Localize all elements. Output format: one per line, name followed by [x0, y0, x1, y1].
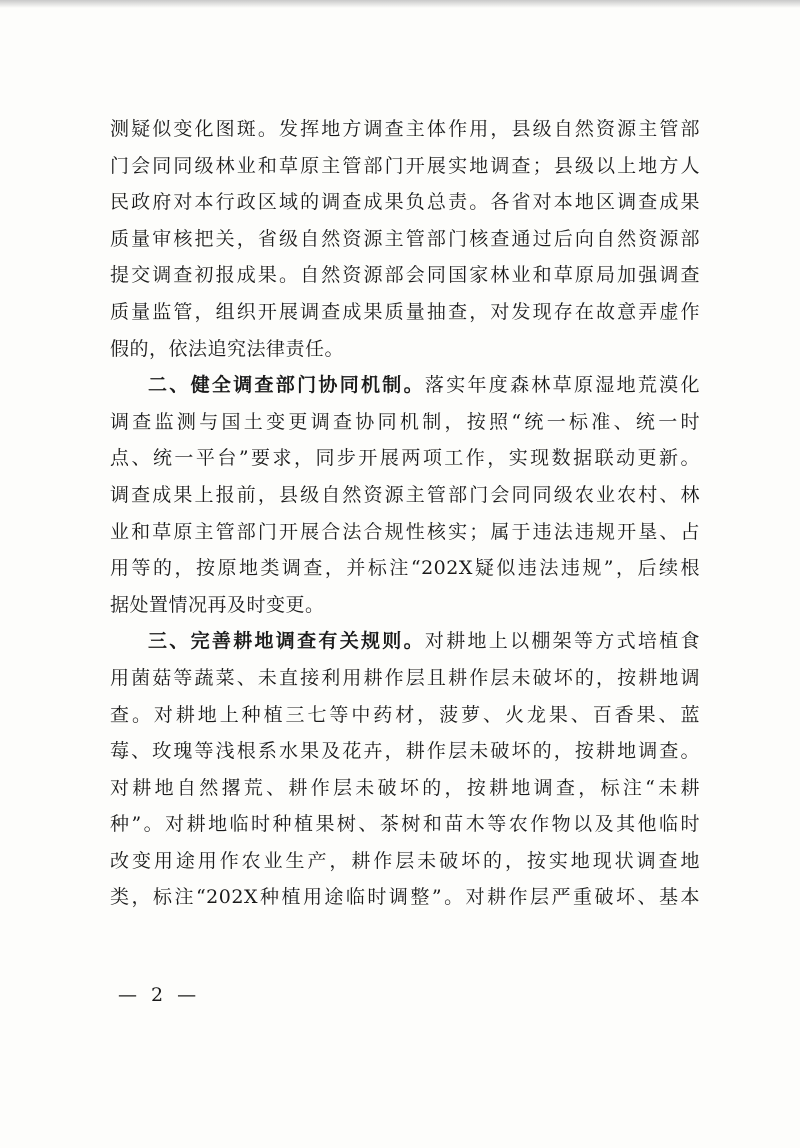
text-line: 门会同同级林业和草原主管部门开展实地调查；县级以上地方人	[110, 154, 700, 177]
text-line: 据处置情况再及时变更。	[110, 593, 325, 616]
text-line: 莓、玫瑰等浅根系水果及花卉，耕作层未破坏的，按耕地调查。	[110, 740, 700, 763]
text-line: 用菌菇等蔬菜、未直接利用耕作层且耕作层未破坏的，按耕地调	[110, 666, 700, 689]
text-line	[110, 367, 700, 404]
text-line	[110, 623, 700, 660]
text-line: 调查成果上报前，县级自然资源主管部门会同同级农业农村、林	[110, 483, 700, 506]
paragraph-3	[110, 623, 700, 916]
text-line: 改变用途用作农业生产，耕作层未破坏的，按实地现状调查地	[110, 849, 700, 872]
text-line: 质量监管，组织开展调查成果质量抽查，对发现存在故意弄虚作	[110, 300, 700, 323]
text-span: 对耕地上以棚架等方式培植食	[424, 630, 700, 653]
text-line: 用等的，按原地类调查，并标注“202X疑似违法违规”，后续根	[110, 557, 700, 580]
text-line: 类，标注“202X种植用途临时调整”。对耕作层严重破坏、基本	[110, 886, 700, 909]
scan-top-edge	[0, 0, 800, 8]
text-line: 点、统一平台”要求，同步开展两项工作，实现数据联动更新。	[110, 447, 700, 470]
text-span: 落实年度森林草原湿地荒漠化	[424, 374, 700, 397]
section-heading: 三、完善耕地调查有关规则。	[148, 630, 425, 653]
paragraph-1	[110, 111, 700, 367]
text-line: 查。对耕地上种植三七等中药材，菠萝、火龙果、百香果、蓝	[110, 703, 700, 726]
text-line: 业和草原主管部门开展合法合规性核实；属于违法违规开垦、占	[110, 520, 700, 543]
document-body	[110, 111, 700, 916]
section-heading: 二、健全调查部门协同机制。	[148, 374, 425, 397]
text-line: 种”。对耕地临时种植果树、茶树和苗木等农作物以及其他临时	[110, 813, 700, 836]
text-line: 提交调查初报成果。自然资源部会同国家林业和草原局加强调查	[110, 264, 700, 287]
text-line: 测疑似变化图斑。发挥地方调查主体作用，县级自然资源主管部	[110, 118, 700, 140]
page-number: — 2 —	[118, 984, 201, 1006]
text-line: 调查监测与国土变更调查协同机制，按照“统一标准、统一时	[110, 410, 700, 433]
paragraph-2	[110, 367, 700, 623]
text-line: 假的，依法追究法律责任。	[110, 337, 345, 360]
text-line: 质量审核把关，省级自然资源主管部门核查通过后向自然资源部	[110, 227, 700, 250]
text-line: 民政府对本行政区域的调查成果负总责。各省对本地区调查成果	[110, 191, 700, 214]
text-line: 对耕地自然撂荒、耕作层未破坏的，按耕地调查，标注“未耕	[110, 776, 700, 799]
